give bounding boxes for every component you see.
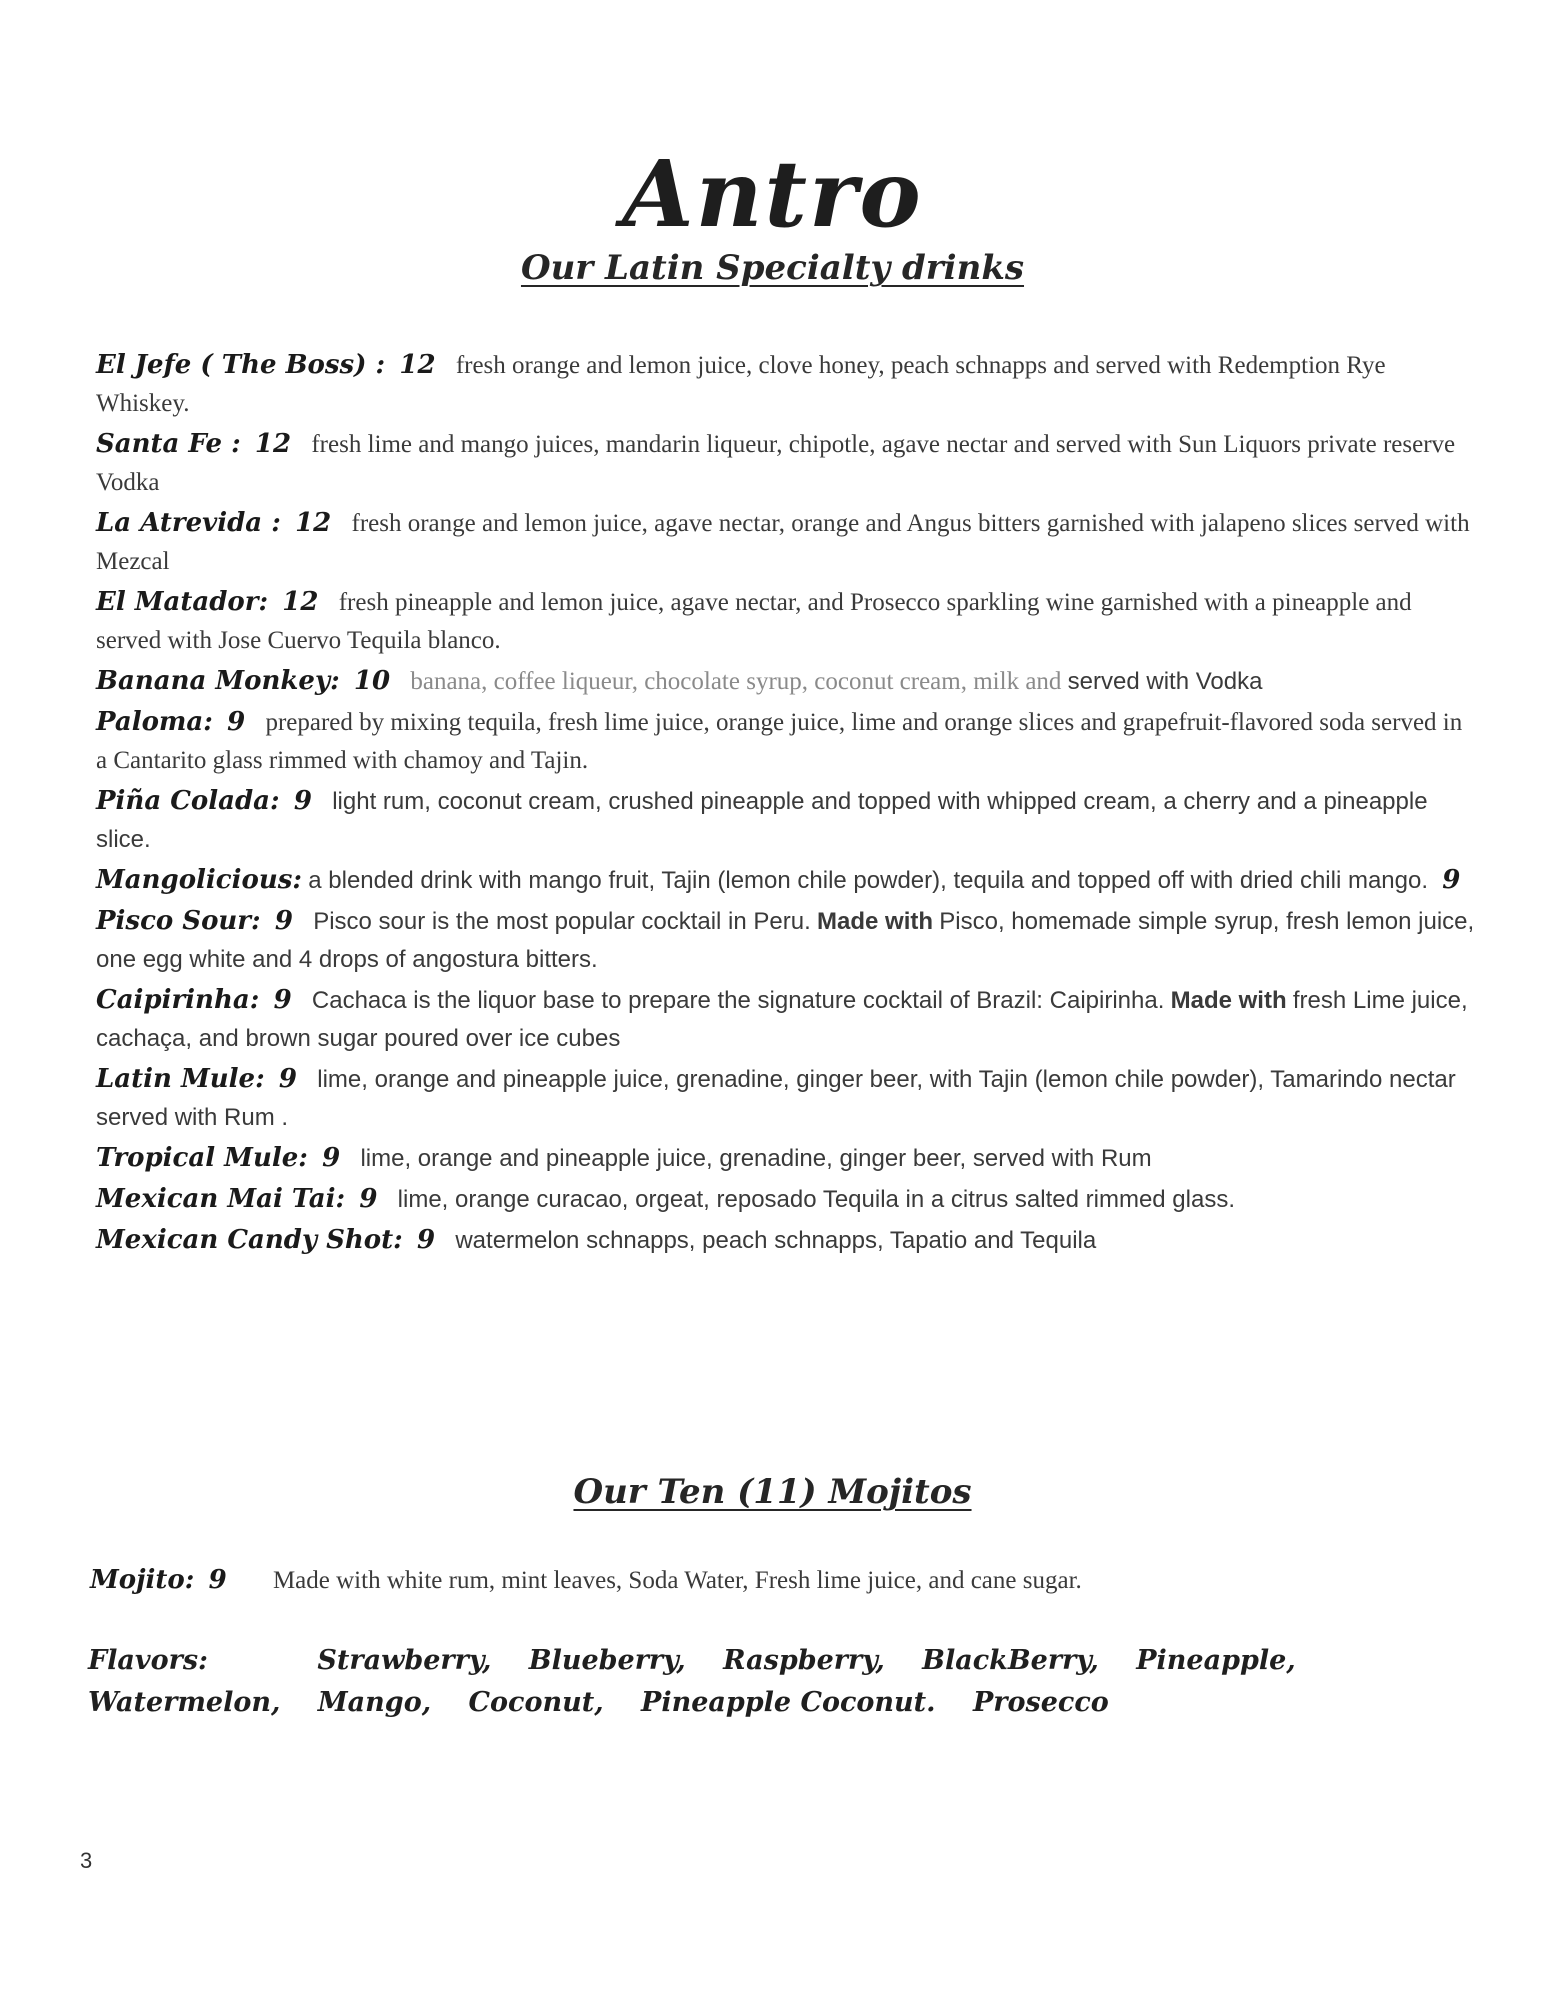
drink-description: fresh pineapple and lemon juice, agave nectar, and Prosecco sparkling wine garnished with a pineapple and served with Jose Cuervo Tequila blanco. — [96, 589, 1412, 654]
drink-item — [96, 981, 1476, 1058]
drink-description: fresh lime and mango juices, mandarin liqueur, chipotle, agave nectar and served with Sun Liquors private reserve Vodka — [96, 431, 1456, 496]
drink-item — [96, 861, 1476, 900]
flavors-label: Flavors: — [88, 1645, 209, 1676]
drink-description: Made with white rum, mint leaves, Soda Water, Fresh lime juice, and cane sugar. — [272, 1567, 1082, 1594]
drink-name: Caipirinha: — [96, 985, 260, 1015]
drink-item — [96, 425, 1476, 502]
drink-item — [96, 1060, 1476, 1137]
drink-item — [96, 583, 1476, 660]
section-heading-text: Our Ten (11) Mojitos — [573, 1472, 972, 1512]
drink-description-continued: Pisco, homemade simple syrup, fresh lemon juice, one egg white and 4 drops of angostura bitters. — [96, 908, 1475, 973]
drink-description: watermelon schnapps, peach schnapps, Tapatio and Tequila — [455, 1227, 1097, 1254]
drink-price: 9 — [274, 906, 293, 936]
drink-name: Mangolicious: — [96, 865, 302, 895]
drink-price: 9 — [208, 1565, 227, 1595]
drink-name: Paloma: — [96, 707, 213, 737]
flavor-item: Strawberry, — [317, 1645, 492, 1676]
drink-name: Mexican Candy Shot: — [96, 1225, 403, 1255]
drink-description-continued: fresh Lime juice, cachaça, and brown sugar poured over ice cubes — [96, 987, 1468, 1052]
drink-price: 12 — [254, 429, 292, 459]
flavor-item: Pineapple Coconut. — [641, 1687, 936, 1718]
section-heading-text: Our Latin Specialty drinks — [520, 248, 1025, 288]
drink-price: 10 — [353, 666, 391, 696]
flavor-item: Prosecco — [972, 1687, 1109, 1718]
drink-name: La Atrevida : — [96, 508, 281, 538]
flavor-item: Coconut, — [468, 1687, 604, 1718]
drink-description-bold: Made with — [817, 908, 934, 935]
drink-name: Mexican Mai Tai: — [96, 1184, 346, 1214]
drink-name: Piña Colada: — [96, 786, 280, 816]
drink-price: 9 — [359, 1184, 378, 1214]
flavor-item: Pineapple, — [1136, 1645, 1296, 1676]
drink-price: 9 — [227, 707, 246, 737]
section-heading-mojitos — [0, 1472, 1545, 1512]
drink-description: Pisco sour is the most popular cocktail in Peru. — [313, 908, 811, 935]
flavor-item: Mango, — [317, 1687, 432, 1718]
drink-description: Cachaca is the liquor base to prepare the signature cocktail of Brazil: Caipirinha. — [311, 987, 1165, 1014]
drink-price: 12 — [399, 350, 436, 380]
drink-item — [96, 782, 1476, 859]
drink-item — [96, 703, 1476, 780]
drink-name: Latin Mule: — [96, 1064, 265, 1094]
page-title: Antro — [622, 140, 923, 248]
drink-description: lime, orange curacao, orgeat, reposado Tequila in a citrus salted rimmed glass. — [397, 1186, 1235, 1213]
section-heading-latin-specialty — [0, 248, 1545, 288]
drink-description: fresh orange and lemon juice, agave nectar, orange and Angus bitters garnished with jalapeno slices served with Mezcal — [96, 510, 1470, 575]
drink-item — [96, 662, 1476, 701]
drink-description: fresh orange and lemon juice, clove honey, peach schnapps and served with Redemption Rye Whiskey. — [96, 352, 1386, 417]
drink-description: light rum, coconut cream, crushed pineapple and topped with whipped cream, a cherry and a pineapple slice. — [96, 788, 1428, 853]
drink-name: Pisco Sour: — [96, 906, 261, 936]
drink-description: prepared by mixing tequila, fresh lime juice, orange juice, lime and orange slices and grapefruit-flavored soda served in a Cantarito glass rimmed with chamoy and Tajin. — [96, 709, 1463, 774]
drink-item — [96, 902, 1476, 979]
flavor-item: Blueberry, — [528, 1645, 686, 1676]
drink-name: Mojito: — [90, 1565, 195, 1595]
drink-description: lime, orange and pineapple juice, grenadine, ginger beer, with Tajin (lemon chile powder), Tamarindo nectar served with Rum . — [96, 1066, 1456, 1131]
drink-price: 12 — [295, 508, 332, 538]
drink-name: El Jefe ( The Boss) : — [96, 350, 386, 380]
flavor-item: Watermelon, — [88, 1687, 281, 1718]
drink-price: 12 — [282, 587, 319, 617]
drink-name: Santa Fe : — [96, 429, 241, 459]
drink-price: 9 — [273, 985, 292, 1015]
drink-price: 9 — [417, 1225, 436, 1255]
drink-price: 9 — [278, 1064, 298, 1094]
drink-description: served with Vodka — [1067, 668, 1263, 695]
mojito-item — [90, 1560, 1470, 1601]
drink-item — [96, 1180, 1476, 1219]
drink-description-bold: Made with — [1170, 987, 1287, 1014]
drink-item — [96, 1139, 1476, 1178]
drink-item — [96, 1221, 1476, 1260]
drink-name: El Matador: — [96, 587, 269, 617]
drink-list — [96, 346, 1476, 1262]
drink-price: 9 — [322, 1143, 341, 1173]
drink-description: a blended drink with mango fruit, Tajin (lemon chile powder), tequila and topped off with dried chili mango. — [308, 867, 1429, 894]
drink-name: Banana Monkey: — [96, 666, 340, 696]
drink-name: Tropical Mule: — [96, 1143, 308, 1173]
flavor-item: Raspberry, — [723, 1645, 885, 1676]
drink-item — [96, 504, 1476, 581]
flavor-item: BlackBerry, — [922, 1645, 1099, 1676]
drink-description-faded: banana, coffee liqueur, chocolate syrup, coconut cream, milk and — [410, 668, 1062, 695]
drink-price: 9 — [293, 786, 312, 816]
drink-description: lime, orange and pineapple juice, grenadine, ginger beer, served with Rum — [360, 1145, 1152, 1172]
page-number: 3 — [80, 1848, 93, 1873]
mojito-flavors — [88, 1640, 1488, 1724]
drink-item — [96, 346, 1476, 423]
drink-price: 9 — [1442, 865, 1461, 895]
